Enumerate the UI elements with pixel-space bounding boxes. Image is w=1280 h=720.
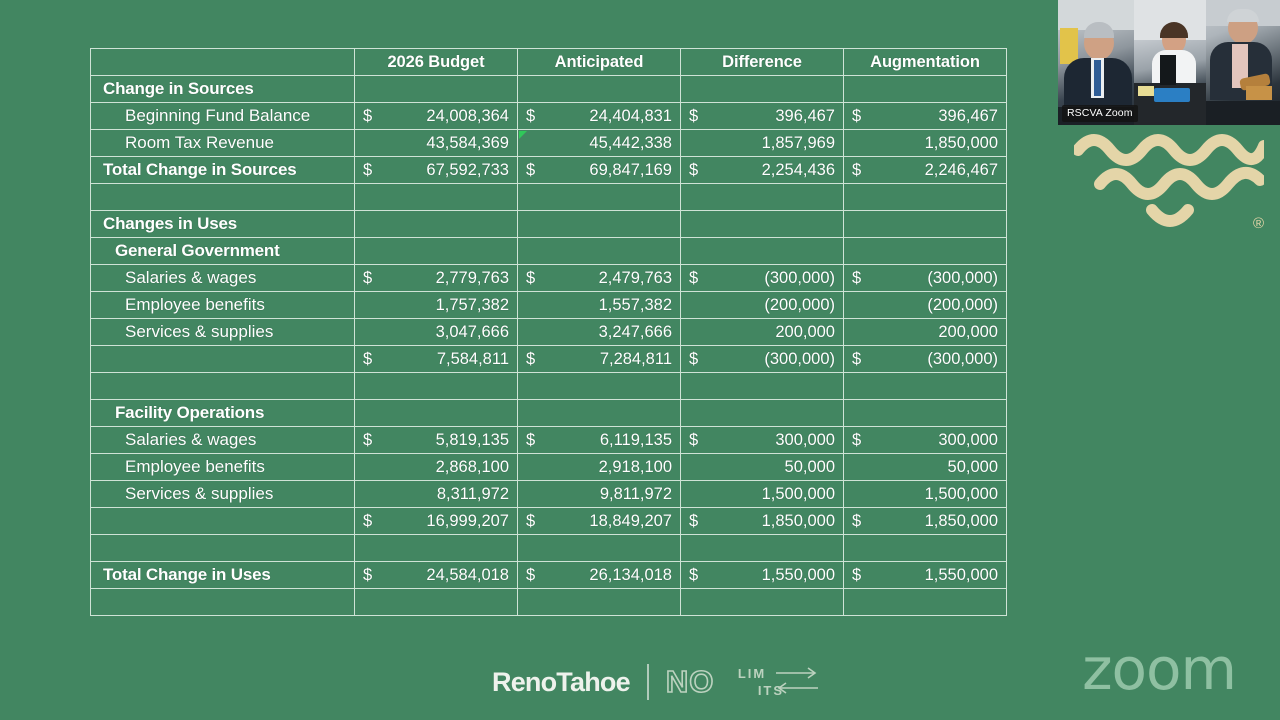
cell-value: 1,500,000	[924, 484, 998, 503]
currency-symbol: $	[689, 349, 699, 368]
cell-value: 45,442,338	[589, 133, 672, 152]
table-cell	[844, 589, 1007, 616]
table-cell	[681, 427, 844, 454]
cell-value: 1,500,000	[761, 484, 835, 503]
table-cell	[844, 427, 1007, 454]
currency-symbol: $	[526, 511, 536, 530]
cell-value: 24,584,018	[426, 565, 509, 584]
row-item-label	[91, 49, 355, 76]
row-item-label	[91, 130, 355, 157]
table-cell	[355, 508, 518, 535]
row-total-label	[91, 562, 355, 589]
row-item-label	[91, 265, 355, 292]
cell-value: 200,000	[938, 322, 998, 341]
table-row	[91, 238, 1007, 265]
currency-symbol: $	[363, 160, 373, 179]
table-cell	[844, 454, 1007, 481]
row-label-text: Salaries & wages	[125, 430, 257, 450]
currency-symbol: $	[689, 511, 699, 530]
zoom-video-panel[interactable]	[1058, 0, 1280, 125]
row-item-label	[91, 184, 355, 211]
table-cell	[844, 292, 1007, 319]
table-cell	[844, 157, 1007, 184]
table-cell	[355, 562, 518, 589]
row-label-text	[209, 52, 237, 71]
table-row	[91, 562, 1007, 589]
row-item-label	[91, 427, 355, 454]
table-cell	[518, 346, 681, 373]
column-header-cell	[844, 49, 1007, 76]
table-cell	[681, 508, 844, 535]
registered-trademark-symbol: ®	[1252, 215, 1264, 232]
row-item-label	[91, 589, 355, 616]
table-cell	[355, 265, 518, 292]
row-subheader-label	[91, 400, 355, 427]
table-cell	[681, 211, 844, 238]
row-label-text: Salaries & wages	[125, 268, 257, 288]
table-cell	[844, 373, 1007, 400]
table-row	[91, 184, 1007, 211]
table-cell	[518, 562, 681, 589]
row-label-text	[97, 538, 125, 557]
cell-value: 300,000	[938, 430, 998, 449]
table-cell	[681, 130, 844, 157]
currency-symbol: $	[852, 268, 862, 287]
no-limits-lim-text: LIM	[737, 666, 767, 681]
table-row	[91, 265, 1007, 292]
table-cell	[681, 76, 844, 103]
cell-value: 2,779,763	[435, 268, 509, 287]
cell-value: 300,000	[775, 430, 835, 449]
currency-symbol: $	[526, 349, 536, 368]
cell-value: 1,850,000	[924, 511, 998, 530]
row-label-text: Facility Operations	[115, 403, 265, 423]
cell-value: 8,311,972	[436, 484, 509, 503]
cell-value: 1,850,000	[761, 511, 835, 530]
row-label-text: Changes in Uses	[103, 214, 237, 234]
table-cell	[355, 319, 518, 346]
logo-divider	[647, 664, 649, 700]
row-label-text: Services & supplies	[125, 322, 274, 342]
row-label-text	[97, 187, 125, 206]
cell-value: (300,000)	[764, 268, 835, 287]
column-header-text: Difference	[722, 52, 802, 71]
no-limits-its-text: ITS	[757, 683, 785, 698]
row-label-text: Total Change in Uses	[103, 565, 271, 585]
currency-symbol: $	[689, 160, 699, 179]
table-row	[91, 481, 1007, 508]
table-cell	[518, 373, 681, 400]
renotahoe-logo: RenoTahoe	[492, 666, 630, 697]
cell-value: 16,999,207	[426, 511, 509, 530]
table-row	[91, 535, 1007, 562]
table-cell	[844, 130, 1007, 157]
currency-symbol: $	[526, 106, 536, 125]
table-cell	[681, 373, 844, 400]
wave-icon	[1074, 128, 1264, 238]
table-row	[91, 49, 1007, 76]
table-cell	[844, 346, 1007, 373]
table-cell	[355, 157, 518, 184]
row-item-label	[91, 508, 355, 535]
cell-value: (300,000)	[927, 349, 998, 368]
table-cell	[844, 76, 1007, 103]
cell-value: 1,757,382	[435, 295, 509, 314]
table-cell	[355, 454, 518, 481]
row-item-label	[91, 292, 355, 319]
row-item-label	[91, 346, 355, 373]
table-cell	[518, 427, 681, 454]
table-cell	[844, 400, 1007, 427]
row-item-label	[91, 481, 355, 508]
table-cell	[518, 292, 681, 319]
table-row	[91, 292, 1007, 319]
cell-value: 2,479,763	[598, 268, 672, 287]
cell-value: 7,584,811	[436, 349, 509, 368]
cell-value: 5,819,135	[435, 430, 509, 449]
row-label-text: Room Tax Revenue	[125, 133, 274, 153]
table-cell	[681, 562, 844, 589]
budget-table	[90, 48, 1007, 616]
table-row	[91, 130, 1007, 157]
currency-symbol: $	[689, 430, 699, 449]
cell-value: 2,246,467	[924, 160, 998, 179]
table-cell	[355, 481, 518, 508]
cell-value: 396,467	[775, 106, 835, 125]
table-cell	[518, 211, 681, 238]
currency-symbol: $	[363, 430, 373, 449]
table-cell	[518, 454, 681, 481]
table-cell	[355, 103, 518, 130]
cell-value: 69,847,169	[589, 160, 672, 179]
table-cell	[681, 238, 844, 265]
table-cell	[844, 562, 1007, 589]
table-cell	[844, 184, 1007, 211]
cell-value: 50,000	[784, 457, 835, 476]
row-label-text: Employee benefits	[125, 457, 265, 477]
cell-value: (300,000)	[927, 268, 998, 287]
column-header-cell	[355, 49, 518, 76]
table-row	[91, 454, 1007, 481]
no-limits-arrows-icon	[774, 664, 822, 696]
cell-value: 3,247,666	[598, 322, 672, 341]
row-label-text: Beginning Fund Balance	[125, 106, 311, 126]
cell-value: 9,811,972	[599, 484, 672, 503]
table-cell	[518, 508, 681, 535]
video-participant-label: RSCVA Zoom	[1062, 105, 1138, 122]
currency-symbol: $	[689, 106, 699, 125]
currency-symbol: $	[526, 430, 536, 449]
row-label-text: General Government	[115, 241, 280, 261]
table-cell	[681, 265, 844, 292]
zoom-watermark: zoom	[1082, 635, 1236, 703]
row-label-text: Total Change in Sources	[103, 160, 297, 180]
currency-symbol: $	[689, 268, 699, 287]
cell-value: 200,000	[775, 322, 835, 341]
table-cell	[518, 103, 681, 130]
cell-value: 1,850,000	[924, 133, 998, 152]
video-pane-2[interactable]	[1134, 0, 1206, 125]
footer-branding	[492, 662, 826, 702]
table-cell	[844, 103, 1007, 130]
row-subheader-label	[91, 238, 355, 265]
currency-symbol: $	[852, 349, 862, 368]
table-cell	[355, 184, 518, 211]
currency-symbol: $	[689, 565, 699, 584]
row-total-label	[91, 157, 355, 184]
currency-symbol: $	[363, 511, 373, 530]
row-label-text: Services & supplies	[125, 484, 274, 504]
row-item-label	[91, 319, 355, 346]
table-cell	[355, 238, 518, 265]
table-row	[91, 589, 1007, 616]
table-row	[91, 346, 1007, 373]
currency-symbol: $	[363, 268, 373, 287]
table-cell	[518, 589, 681, 616]
table-row	[91, 400, 1007, 427]
table-cell	[844, 211, 1007, 238]
currency-symbol: $	[526, 160, 536, 179]
cell-value: 1,557,382	[598, 295, 672, 314]
table-cell	[518, 481, 681, 508]
currency-symbol: $	[526, 565, 536, 584]
table-cell	[681, 481, 844, 508]
cell-value: 1,550,000	[924, 565, 998, 584]
table-row	[91, 427, 1007, 454]
cell-value: 6,119,135	[599, 430, 672, 449]
table-cell	[844, 535, 1007, 562]
row-label-text: Employee benefits	[125, 295, 265, 315]
column-header-cell	[518, 49, 681, 76]
table-cell	[518, 535, 681, 562]
video-pane-3[interactable]	[1206, 0, 1280, 125]
table-cell	[681, 346, 844, 373]
table-cell	[844, 481, 1007, 508]
column-header-text: Anticipated	[554, 52, 644, 71]
currency-symbol: $	[363, 565, 373, 584]
table-row	[91, 103, 1007, 130]
row-label-text: Change in Sources	[103, 79, 254, 99]
table-cell	[355, 130, 518, 157]
table-cell	[355, 292, 518, 319]
table-cell	[355, 535, 518, 562]
table-row	[91, 319, 1007, 346]
table-cell	[681, 589, 844, 616]
table-cell	[355, 400, 518, 427]
cell-value: (300,000)	[764, 349, 835, 368]
cell-value: 26,134,018	[589, 565, 672, 584]
cell-value: 1,550,000	[761, 565, 835, 584]
currency-symbol: $	[852, 430, 862, 449]
table-cell	[355, 211, 518, 238]
table-row	[91, 373, 1007, 400]
table-row	[91, 76, 1007, 103]
currency-symbol: $	[852, 106, 862, 125]
table-row	[91, 157, 1007, 184]
table-cell	[681, 184, 844, 211]
table-cell	[844, 319, 1007, 346]
table-cell	[355, 346, 518, 373]
table-cell	[681, 454, 844, 481]
cell-value: 2,868,100	[435, 457, 509, 476]
column-header-text: Augmentation	[870, 52, 980, 71]
table-cell	[518, 265, 681, 292]
table-cell	[518, 130, 681, 157]
table-cell	[681, 535, 844, 562]
cell-value: 396,467	[938, 106, 998, 125]
table-cell	[518, 400, 681, 427]
row-section-label	[91, 76, 355, 103]
currency-symbol: $	[526, 268, 536, 287]
cell-value: 24,008,364	[426, 106, 509, 125]
table-cell	[681, 103, 844, 130]
row-label-text	[97, 349, 125, 368]
table-row	[91, 508, 1007, 535]
table-cell	[355, 373, 518, 400]
row-label-text	[97, 376, 125, 395]
column-header-cell	[681, 49, 844, 76]
table-cell	[681, 400, 844, 427]
cell-value: (200,000)	[927, 295, 998, 314]
table-cell	[518, 319, 681, 346]
cell-value: (200,000)	[764, 295, 835, 314]
cell-value: 7,284,811	[599, 349, 672, 368]
cell-value: 2,254,436	[761, 160, 835, 179]
table-cell	[355, 589, 518, 616]
cell-value: 50,000	[947, 457, 998, 476]
cell-value: 2,918,100	[598, 457, 672, 476]
table-cell	[681, 319, 844, 346]
no-limits-logo	[666, 662, 826, 702]
row-item-label	[91, 454, 355, 481]
currency-symbol: $	[363, 349, 373, 368]
column-header-text: 2026 Budget	[387, 52, 485, 71]
cell-value: 1,857,969	[761, 133, 835, 152]
table-cell	[844, 238, 1007, 265]
row-section-label	[91, 211, 355, 238]
cell-error-indicator-icon	[519, 131, 527, 139]
table-cell	[518, 238, 681, 265]
table-row	[91, 211, 1007, 238]
currency-symbol: $	[852, 160, 862, 179]
table-cell	[518, 184, 681, 211]
cell-value: 24,404,831	[589, 106, 672, 125]
table-cell	[681, 157, 844, 184]
row-item-label	[91, 535, 355, 562]
table-cell	[355, 76, 518, 103]
row-item-label	[91, 103, 355, 130]
row-label-text	[97, 511, 125, 530]
table-cell	[681, 292, 844, 319]
table-cell	[355, 427, 518, 454]
cell-value: 43,584,369	[426, 133, 509, 152]
table-cell	[518, 76, 681, 103]
wave-logo-mark	[1074, 128, 1264, 238]
row-item-label	[91, 373, 355, 400]
cell-value: 18,849,207	[589, 511, 672, 530]
currency-symbol: $	[852, 511, 862, 530]
currency-symbol: $	[852, 565, 862, 584]
cell-value: 67,592,733	[426, 160, 509, 179]
cell-value: 3,047,666	[435, 322, 509, 341]
table-cell	[844, 265, 1007, 292]
no-limits-no-text: NO	[665, 664, 715, 699]
row-label-text	[97, 592, 125, 611]
table-cell	[844, 508, 1007, 535]
table-cell	[518, 157, 681, 184]
currency-symbol: $	[363, 106, 373, 125]
